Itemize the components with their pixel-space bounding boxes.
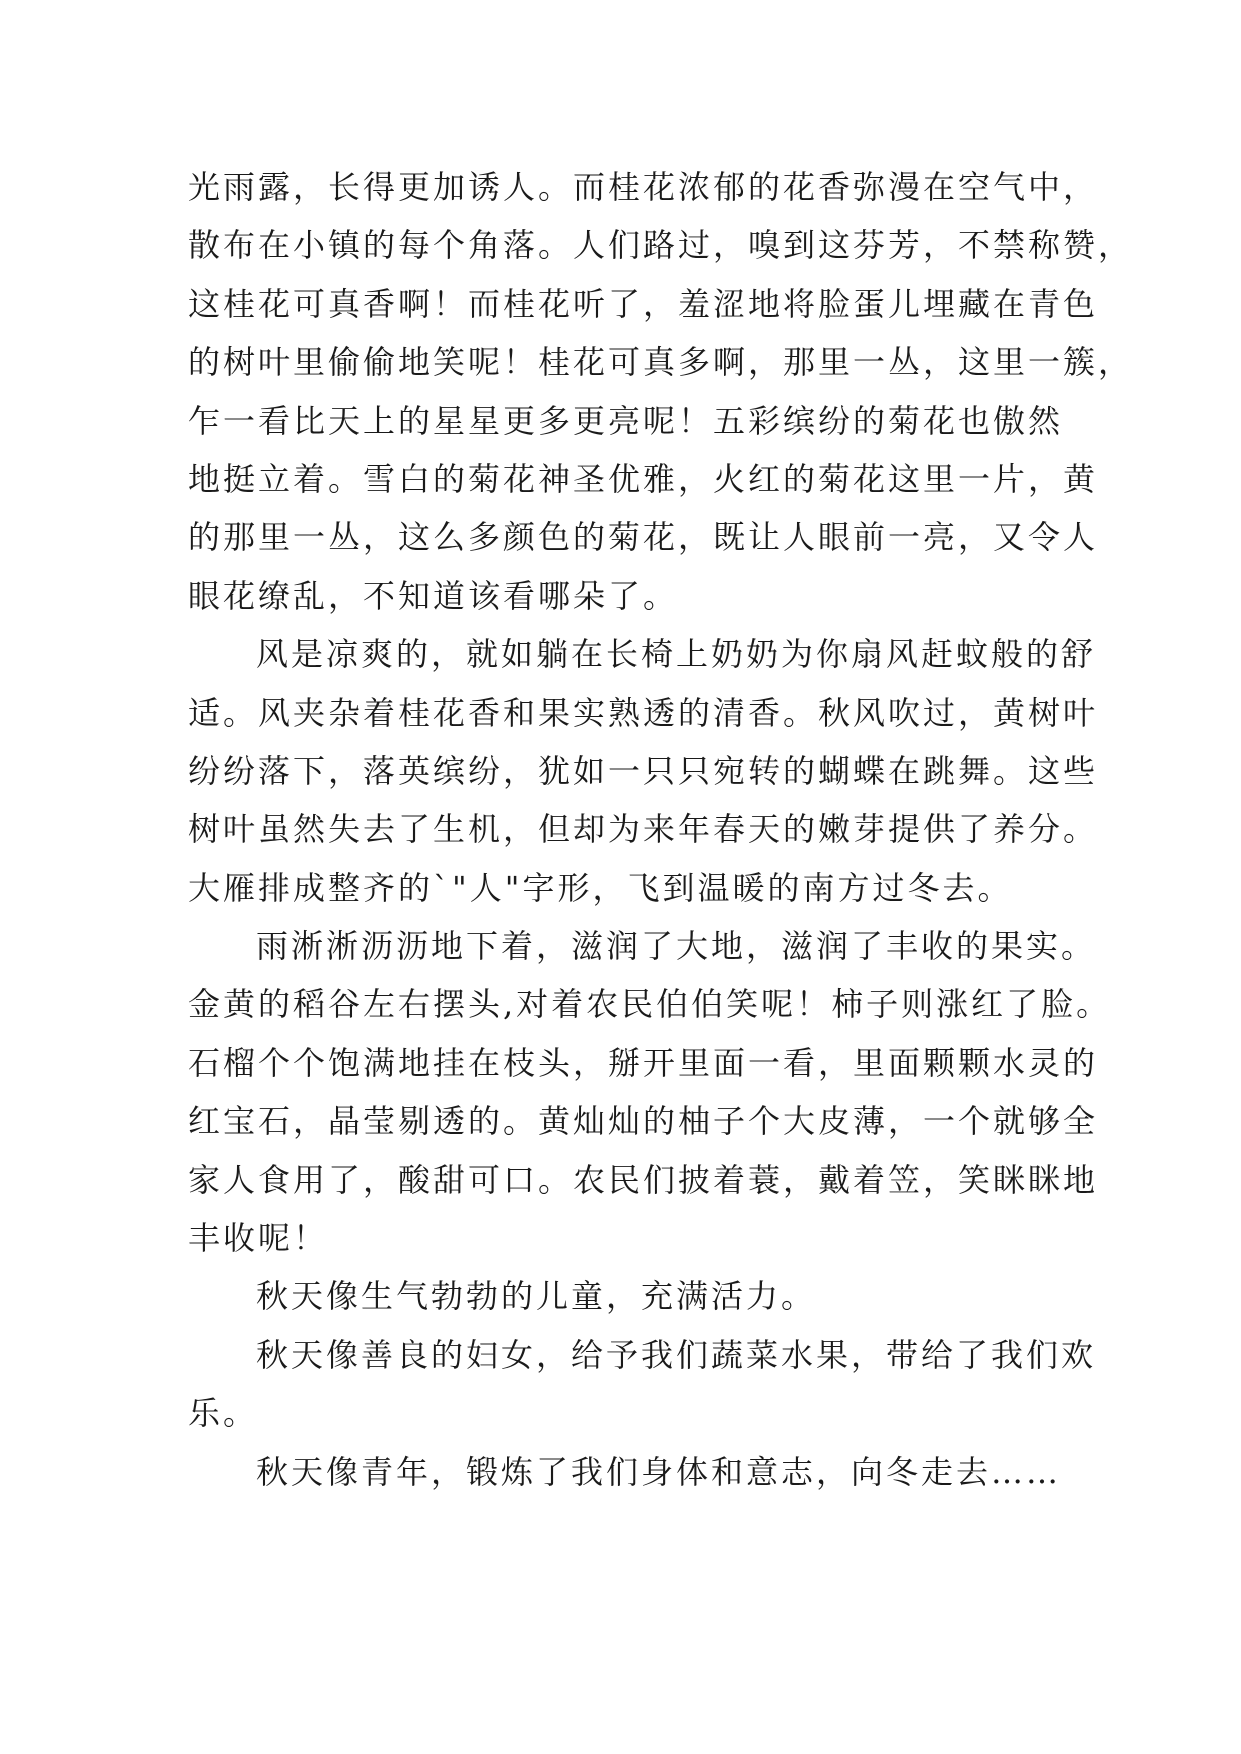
- text-line: 的树叶里偷偷地笑呢！桂花可真多啊，那里一丛，这里一簇，: [188, 343, 1134, 382]
- text-line: 大雁排成整齐的`"人"字形，飞到温暖的南方过冬去。: [188, 868, 1013, 907]
- paragraph-start-line: 风是凉爽的，就如躺在长椅上奶奶为你扇风赶蚊般的舒: [256, 635, 1097, 674]
- body-text: [188, 158, 1134, 1501]
- text-line: 眼花缭乱，不知道该看哪朵了。: [188, 576, 679, 615]
- text-line: 红宝石，晶莹剔透的。黄灿灿的柚子个大皮薄，一个就够全: [188, 1102, 1099, 1141]
- text-line: 这桂花可真香啊！而桂花听了，羞涩地将脸蛋儿埋藏在青色: [188, 284, 1099, 323]
- text-line: 金黄的稻谷左右摆头,对着农民伯伯笑呢！柿子则涨红了脸。: [188, 985, 1112, 1024]
- paragraph-start-line: 秋天像青年，锻炼了我们身体和意志，向冬走去……: [256, 1452, 1062, 1491]
- text-line: 散布在小镇的每个角落。人们路过，嗅到这芬芳，不禁称赞，: [188, 226, 1134, 265]
- paragraph-start-line: 秋天像善良的妇女，给予我们蔬菜水果，带给了我们欢: [256, 1335, 1097, 1374]
- paragraph-start-line: 秋天像生气勃勃的儿童，充满活力。: [256, 1277, 817, 1316]
- text-line: 树叶虽然失去了生机，但却为来年春天的嫩芽提供了养分。: [188, 810, 1099, 849]
- text-line: 乍一看比天上的星星更多更亮呢！五彩缤纷的菊花也傲然: [188, 401, 1064, 440]
- text-line: 石榴个个饱满地挂在枝头，掰开里面一看，里面颗颗水灵的: [188, 1043, 1099, 1082]
- text-line: 家人食用了，酸甜可口。农民们披着蓑，戴着笠，笑眯眯地: [188, 1160, 1099, 1199]
- text-line: 适。风夹杂着桂花香和果实熟透的清香。秋风吹过，黄树叶: [188, 693, 1099, 732]
- text-line: 地挺立着。雪白的菊花神圣优雅，火红的菊花这里一片，黄: [188, 459, 1099, 498]
- text-line: 纷纷落下，落英缤纷，犹如一只只宛转的蝴蝶在跳舞。这些: [188, 751, 1099, 790]
- text-line: 乐。: [188, 1394, 259, 1433]
- text-line: 的那里一丛，这么多颜色的菊花，既让人眼前一亮，又令人: [188, 518, 1099, 557]
- text-line: 光雨露，长得更加诱人。而桂花浓郁的花香弥漫在空气中，: [188, 168, 1099, 206]
- text-line: 丰收呢！: [188, 1219, 329, 1258]
- paragraph-start-line: 雨淅淅沥沥地下着，滋润了大地，滋润了丰收的果实。: [256, 927, 1097, 966]
